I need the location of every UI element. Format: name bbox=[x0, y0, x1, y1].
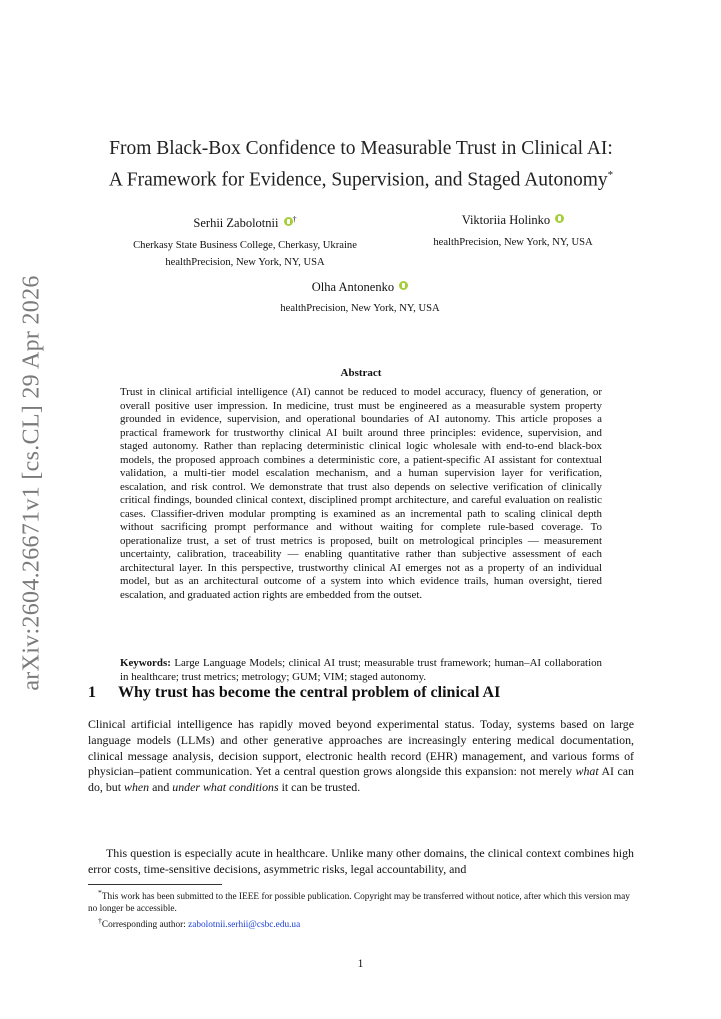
author-affiliation: healthPrecision, New York, NY, USA bbox=[280, 303, 440, 314]
arxiv-sidebar bbox=[2, 275, 62, 691]
author-name: Viktoriia Holinko bbox=[461, 213, 551, 227]
author-block-2 bbox=[400, 212, 626, 251]
author-name: Olha Antonenko bbox=[311, 280, 395, 294]
footnote-text: Corresponding author: bbox=[101, 920, 189, 930]
title-line-1: From Black-Box Confidence to Measurable Trust in Clinical AI: bbox=[109, 138, 613, 159]
body-paragraph: This question is especially acute in healthcare. Unlike many other domains, the clinical context combines high error costs, time-sensitive decisions, asymmetric risks, legal accountability, and bbox=[88, 846, 634, 876]
abstract-text: Trust in clinical artificial intelligence (AI) cannot be reduced to model accuracy, fluency of generation, or overall positive user impression. In medicine, trust must be engineered as a measurable system property grounded in evidence, supervision, and operational boundaries of AI autonomy. This article proposes a practical framework for trustworthy clinical AI built around three principles: evidence, supervision, and staged autonomy. Rather than replacing deterministic clinical logic wholesale with end-to-end black-box models, the proposed approach combines a deterministic core, a patient-specific AI assistant for contextual validation, a multi-tier model escalation mechanism, and a human supervision layer for verification, escalation, and risk control. We demonstrate that trust also depends on selective verification of clinically critical findings, bounded clinical context, disciplined prompt architecture, and careful evaluation on realistic cases. Classifier-driven modular prompting is examined as an incremental path to scaling clinical depth without sacrificing prompt performance and without waiting for complete rule-based coverage. To operationalize trust, a set of trust metrics is proposed, built on metrological principles — measurement uncertainty, calibration, traceability — enabling quantitative rather than subjective assessment of each architectural layer. In this perspective, trustworthy clinical AI emerges not as a property of an individual model, but as an architectural outcome of a system into which evidence trails, human oversight, tiered escalation, and graduated action rights are embedded from the outset. bbox=[120, 386, 602, 601]
text-run: it can be trusted. bbox=[278, 780, 361, 795]
footnote-2 bbox=[88, 915, 634, 932]
author-affiliation: Cherkasy State Business College, Cherkasy, Ukraine bbox=[133, 240, 357, 251]
author-block-1 bbox=[100, 212, 390, 271]
footnote-text: This work has been submitted to the IEEE for possible publication. Copyright may be transferred without notice, after which this version may no longer be accessible. bbox=[88, 892, 630, 914]
keywords bbox=[120, 657, 602, 684]
corresponding-email-link[interactable]: zabolotnii.serhii@csbc.edu.ua bbox=[188, 920, 301, 930]
text-run: and bbox=[149, 780, 173, 795]
text-run: AI can do, but bbox=[88, 764, 634, 795]
abstract-heading: Abstract bbox=[340, 367, 382, 379]
title-footnote-mark: * bbox=[607, 169, 614, 181]
author-affiliation: healthPrecision, New York, NY, USA bbox=[165, 257, 325, 268]
arxiv-identifier: arXiv:2604.26671v1 [cs.CL] 29 Apr 2026 bbox=[18, 275, 45, 691]
emphasis: under what conditions bbox=[172, 780, 279, 795]
footnotes bbox=[88, 887, 634, 931]
keywords-text: Large Language Models; clinical AI trust; measurable trust framework; human–AI collaboration in healthcare; trust metrics; metrology; GUM; VIM; staged autonomy. bbox=[120, 657, 602, 683]
text-run: Clinical artificial intelligence has rapidly moved beyond experimental status. Today, systems based on large language models (LLMs) and other generative approaches are increasingly entering medical documentation, clinical message analysis, decision support, electronic health record (EHR) management, and various forms of physician–patient communication. Yet a central question grows alongside this expansion: not merely bbox=[88, 717, 634, 779]
title-line-2: A Framework for Evidence, Supervision, and Staged Autonomy bbox=[108, 169, 608, 191]
orcid-icon[interactable] bbox=[399, 281, 408, 290]
page-number: 1 bbox=[357, 958, 364, 970]
author-affiliation: healthPrecision, New York, NY, USA bbox=[433, 237, 593, 248]
footnote-1 bbox=[88, 887, 634, 915]
section-number: 1 bbox=[88, 684, 96, 701]
footnote-mark: * bbox=[98, 888, 102, 897]
section-title: Why trust has become the central problem of clinical AI bbox=[118, 684, 501, 701]
footnote-mark: † bbox=[98, 915, 102, 925]
section-heading bbox=[88, 683, 648, 703]
body-paragraph bbox=[88, 717, 634, 796]
orcid-icon[interactable] bbox=[284, 217, 293, 226]
emphasis: what bbox=[575, 764, 599, 779]
emphasis: when bbox=[124, 780, 150, 795]
corresponding-mark: † bbox=[292, 215, 297, 224]
paper-title bbox=[88, 136, 634, 194]
footnote-rule bbox=[88, 884, 222, 885]
keywords-label: Keywords: bbox=[120, 657, 171, 669]
author-block-3 bbox=[240, 279, 480, 317]
author-name: Serhii Zabolotnii bbox=[193, 216, 279, 230]
orcid-icon[interactable] bbox=[555, 214, 564, 223]
